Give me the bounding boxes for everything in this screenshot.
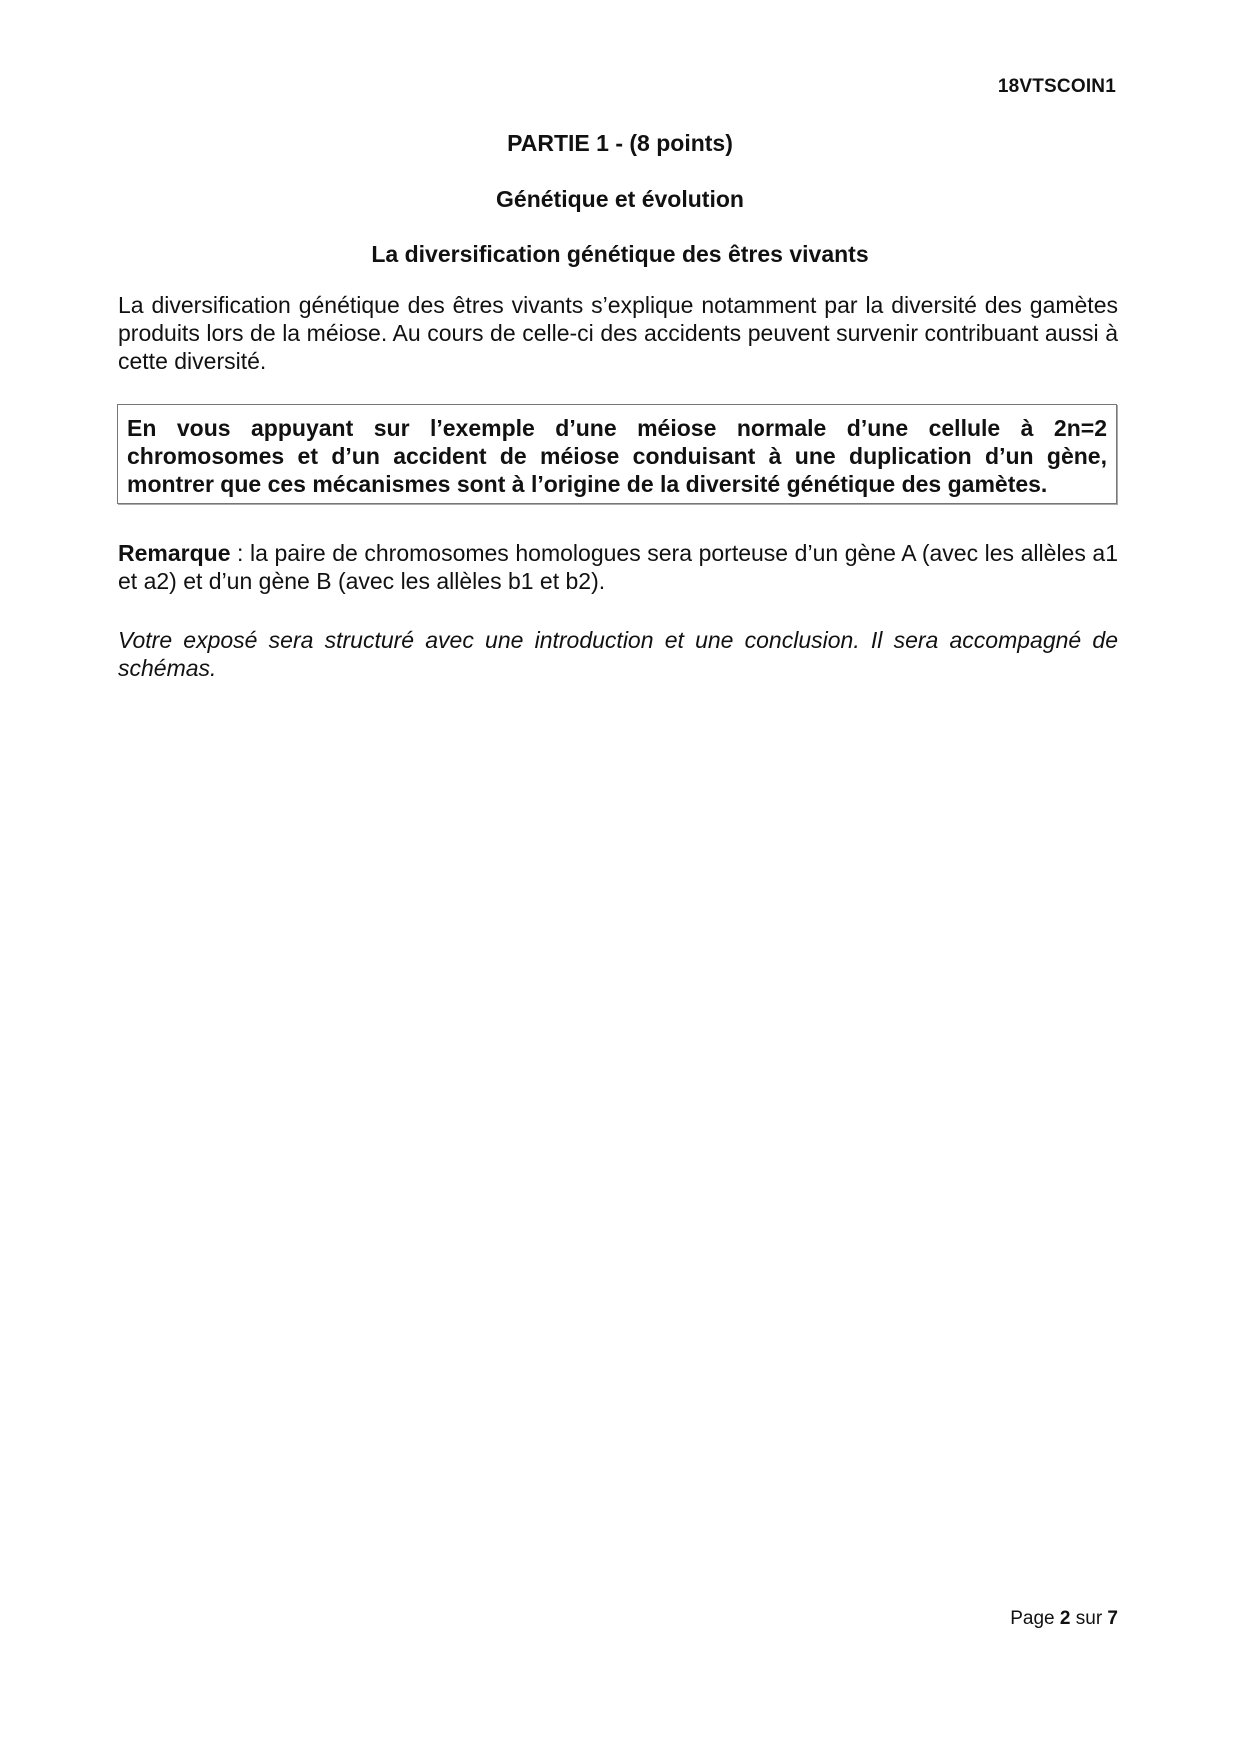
remark-text: : la paire de chromosomes homologues sera porteuse d’un gène A (avec les allèles a1 et a2) et d’un gène B (avec les allèles b1 et b2). <box>118 540 1118 594</box>
part-title: PARTIE 1 - (8 points) <box>507 130 733 156</box>
instruction-box <box>117 404 1117 504</box>
page-prefix: Page <box>1010 1608 1060 1629</box>
remark-label: Remarque <box>118 540 231 566</box>
theme-title: Génétique et évolution <box>496 186 744 212</box>
page-number <box>1010 1608 1118 1630</box>
subject-title: La diversification génétique des êtres vivants <box>371 241 869 267</box>
instruction-text: En vous appuyant sur l’exemple d’une méiose normale d’une cellule à 2n=2 chromosomes et d’un accident de méiose conduisant à une duplication d’un gène, montrer que ces mécanismes sont à l’origine de la diversité génétique des gamètes. <box>127 415 1107 497</box>
page-mid: sur <box>1070 1608 1108 1629</box>
remark-paragraph <box>118 539 1118 595</box>
page-current: 2 <box>1059 1608 1071 1629</box>
structure-note: Votre exposé sera structuré avec une introduction et une conclusion. Il sera accompagné de schémas. <box>118 627 1118 681</box>
exam-code: 18VTSCOIN1 <box>997 76 1116 97</box>
page-total: 7 <box>1107 1608 1118 1629</box>
intro-paragraph: La diversification génétique des êtres vivants s’explique notamment par la diversité des gamètes produits lors de la méiose. Au cours de celle-ci des accidents peuvent survenir contribuant aussi à cette diversité. <box>118 292 1118 374</box>
